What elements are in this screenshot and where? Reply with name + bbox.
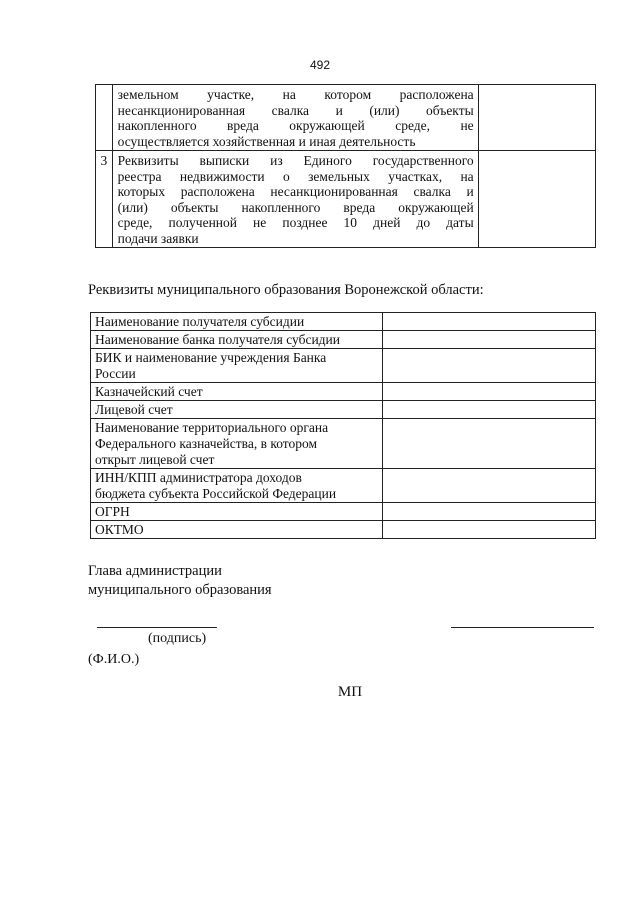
requirement-text-line: которых расположена несанкционированная свалка и <box>117 184 474 199</box>
municipal-detail-label-line: открыт лицевой счет <box>95 452 215 467</box>
municipal-detail-row <box>91 469 596 503</box>
municipal-detail-value-cell <box>382 521 595 539</box>
municipal-detail-label-line: Наименование банка получателя субсидии <box>95 332 341 347</box>
municipal-detail-label-line: России <box>95 366 136 381</box>
municipal-detail-row <box>91 401 596 419</box>
municipal-detail-value-cell <box>382 419 595 469</box>
requirement-text-line: подачи заявки <box>117 230 199 246</box>
municipal-detail-value-cell <box>382 349 595 383</box>
requirement-text-line: Реквизиты выписки из Единого государственного <box>117 153 474 168</box>
municipal-detail-label <box>91 313 383 331</box>
name-caption: (Ф.И.О.) <box>88 652 140 667</box>
municipal-detail-row <box>91 313 596 331</box>
municipal-detail-value-cell <box>382 331 595 349</box>
requirements-body <box>96 85 596 248</box>
municipal-details-table <box>90 312 596 539</box>
municipal-detail-label <box>91 521 383 539</box>
municipal-detail-row <box>91 419 596 469</box>
municipal-detail-label-line: ИНН/КПП администратора доходов <box>95 470 302 485</box>
requirement-text-line: несанкционированная свалка и (или) объекты <box>117 102 474 118</box>
head-title-line-1: Глава администрации <box>88 563 222 579</box>
municipal-detail-label <box>91 331 383 349</box>
requirements-table <box>95 84 596 248</box>
municipal-detail-row <box>91 331 596 349</box>
page-number: 492 <box>309 58 331 72</box>
municipal-detail-label <box>91 469 383 503</box>
municipal-detail-row <box>91 521 596 539</box>
municipal-detail-label-line: Лицевой счет <box>95 402 173 417</box>
municipal-detail-label <box>91 349 383 383</box>
municipal-detail-row <box>91 503 596 521</box>
municipal-detail-row <box>91 349 596 383</box>
head-title <box>88 562 272 600</box>
municipal-details-body <box>91 313 596 539</box>
municipal-detail-label-line: Наименование получателя субсидии <box>95 314 305 329</box>
municipal-detail-label <box>91 419 383 469</box>
municipal-detail-label-line: ОКТМО <box>95 522 144 537</box>
requirement-number <box>96 85 113 151</box>
requirement-text <box>112 151 478 248</box>
name-line <box>451 627 594 628</box>
municipal-detail-label-line: Казначейский счет <box>95 384 203 399</box>
municipal-detail-label <box>91 383 383 401</box>
municipal-detail-value-cell <box>382 313 595 331</box>
requirement-value-cell <box>478 151 595 248</box>
municipal-detail-value-cell <box>382 383 595 401</box>
requirement-text-line: среде, полученной не позднее 10 дней до даты <box>117 215 474 230</box>
signature-line <box>97 627 217 628</box>
municipal-detail-label <box>91 401 383 419</box>
signature-caption: (подпись) <box>148 631 207 646</box>
requirement-value-cell <box>478 85 595 151</box>
head-title-line-2: муниципального образования <box>88 582 272 598</box>
municipal-detail-label-line: ОГРН <box>95 504 130 519</box>
requirement-row <box>96 151 596 248</box>
requirement-text-line: накопленного вреда окружающей среде, не <box>117 118 474 133</box>
municipal-detail-value-cell <box>382 401 595 419</box>
requirement-text-line: земельном участке, на котором расположена <box>117 87 474 102</box>
municipal-detail-label <box>91 503 383 521</box>
section-title: Реквизиты муниципального образования Воронежской области: <box>88 282 484 298</box>
municipal-detail-label-line: Наименование территориального органа <box>95 420 329 435</box>
requirement-text-line: осуществляется хозяйственная и иная деятельность <box>117 133 416 149</box>
requirement-text <box>112 85 478 151</box>
municipal-detail-label-line: Федерального казначейства, в котором <box>95 436 318 451</box>
requirement-text-line: (или) объекты накопленного вреда окружающей <box>117 199 474 215</box>
municipal-detail-label-line: БИК и наименование учреждения Банка <box>95 350 327 365</box>
requirement-text-line: реестра недвижимости о земельных участках, на <box>117 168 474 184</box>
municipal-detail-label-line: бюджета субъекта Российской Федерации <box>95 486 337 501</box>
municipal-detail-value-cell <box>382 503 595 521</box>
requirement-row <box>96 85 596 151</box>
requirement-number: 3 <box>96 151 113 248</box>
municipal-detail-row <box>91 383 596 401</box>
stamp-label: МП <box>337 684 363 700</box>
municipal-detail-value-cell <box>382 469 595 503</box>
